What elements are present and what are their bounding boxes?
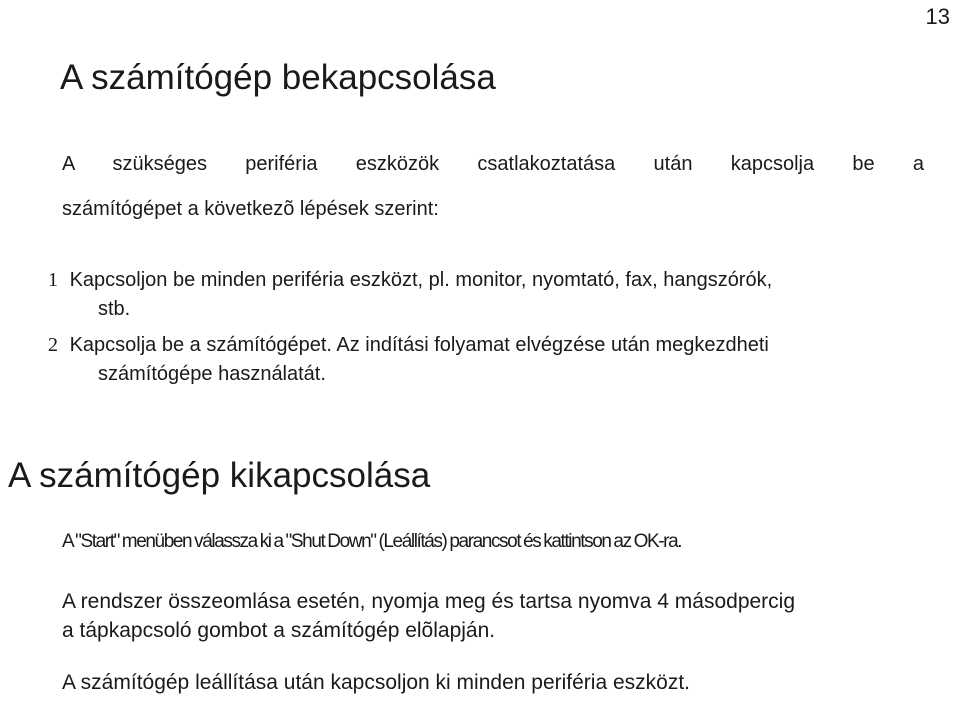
after-shutdown-text: A számítógép leállítása után kapcsoljon ki minden periféria eszközt. [62, 671, 691, 694]
crash-text-line2: a tápkapcsoló gombot a számítógép elõlapján. [62, 619, 496, 642]
shutdown-instruction: A "Start" menüben válassza ki a "Shut Down" (Leállítás) parancsot és kattintson az OK-ra. [62, 531, 682, 552]
section-title-power-off: A számítógép kikapcsolása [8, 456, 431, 495]
step-number: 1 [48, 269, 58, 291]
intro-text-line1: A szükséges periféria eszközök csatlakoztatása után kapcsolja be a [62, 153, 924, 175]
step-item-2-continued [48, 359, 326, 389]
section-title-power-on: A számítógép bekapcsolása [60, 58, 496, 97]
step-item-1 [48, 265, 772, 295]
page-number: 13 [925, 4, 950, 29]
step-text: Kapcsoljon be minden periféria eszközt, pl. monitor, nyomtató, fax, hangszórók, [69, 269, 773, 291]
crash-text-line1: A rendszer összeomlása esetén, nyomja meg és tartsa nyomva 4 másodpercig [62, 590, 796, 613]
intro-text-line2: számítógépet a következõ lépések szerint: [62, 198, 439, 220]
step-item-1-continued [48, 294, 130, 324]
step-item-2 [48, 330, 769, 360]
step-text-continued: stb. [98, 298, 131, 320]
step-text: Kapcsolja be a számítógépet. Az indítási folyamat elvégzése után megkezdheti [69, 334, 769, 356]
step-text-continued: számítógépe használatát. [98, 363, 326, 385]
step-number: 2 [48, 334, 58, 356]
